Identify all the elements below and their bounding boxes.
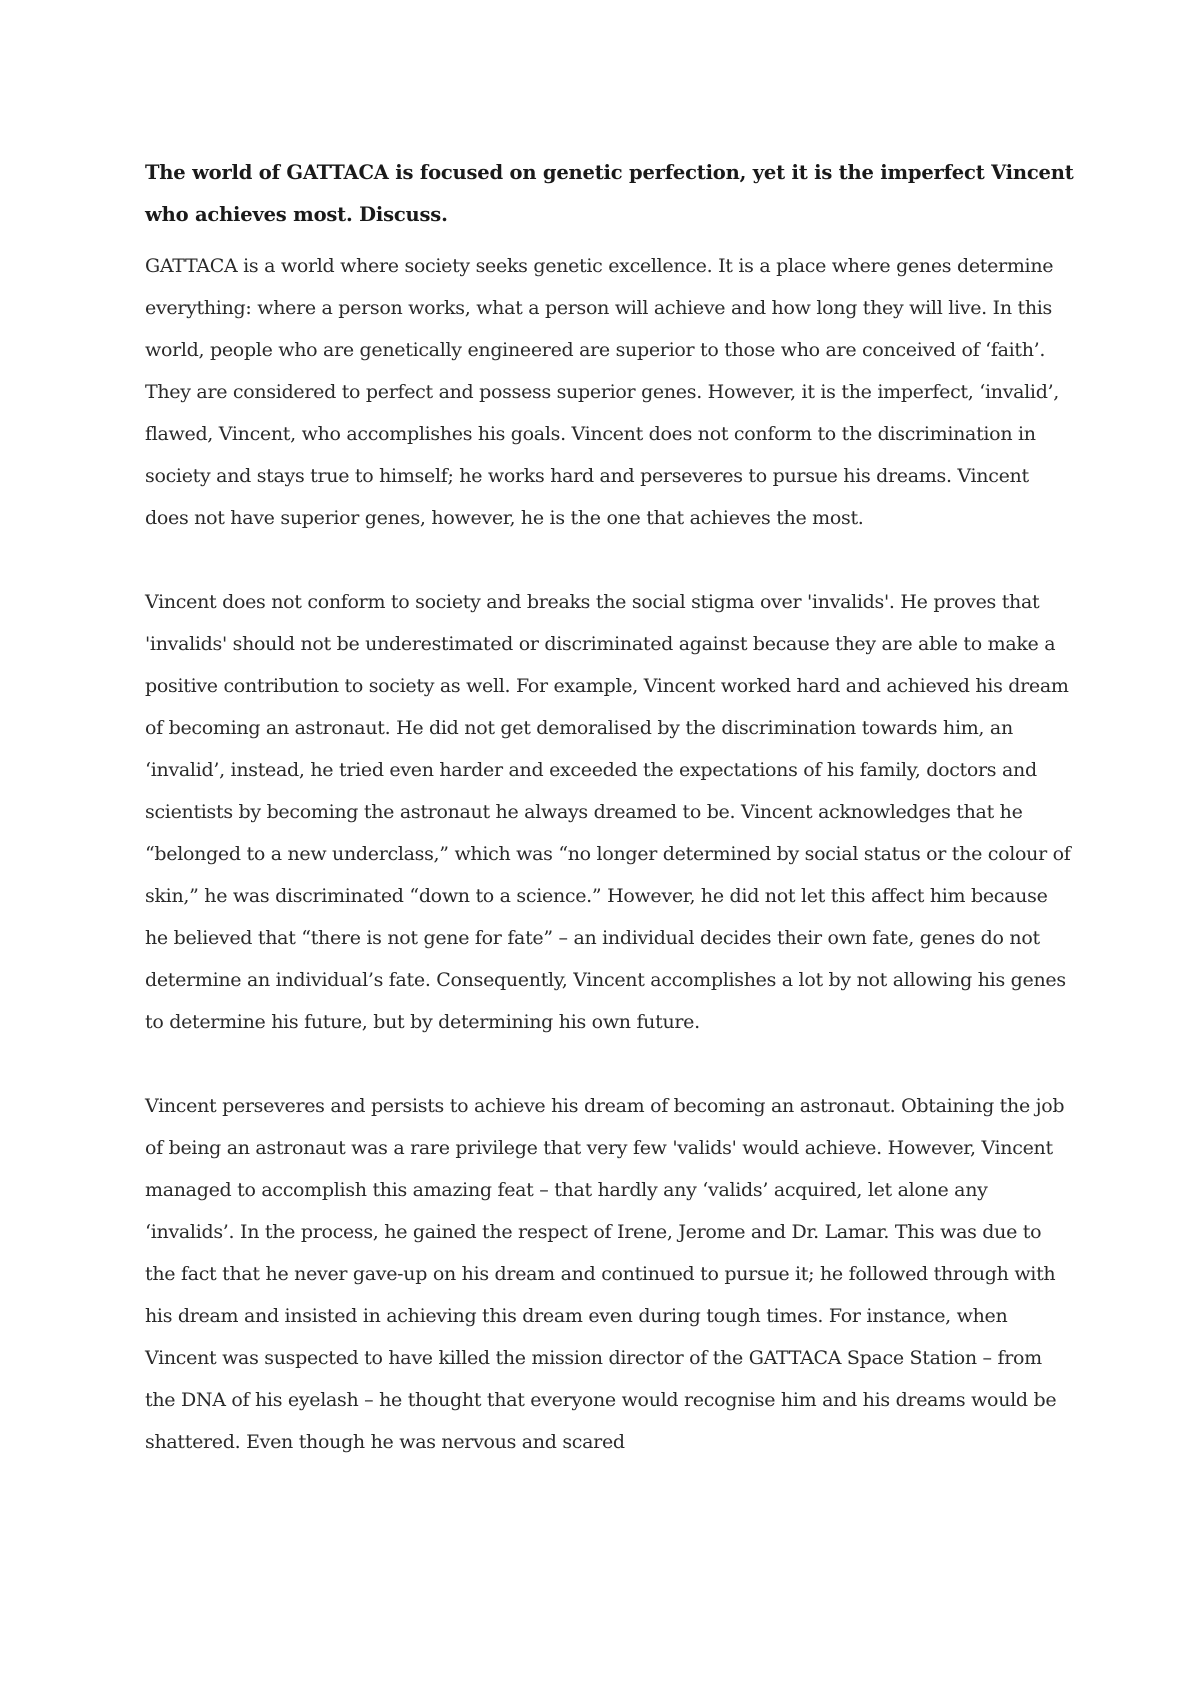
essay-title: The world of GATTACA is focused on genetic perfection, yet it is the imperfect Vincent who achieves most. Discuss. <box>145 161 1074 226</box>
paragraph-body-1: Vincent does not conform to society and breaks the social stigma over 'invalids'. He proves that 'invalids' should not be underestimated or discriminated against because they are able to make a positive contribution to society as well. For example, Vincent worked hard and achieved his dream of becoming an astronaut. He did not get demoralised by the discrimination towards him, an ‘invalid’, instead, he tried even harder and exceeded the expectations of his family, doctors and scientists by becoming the astronaut he always dreamed to be. Vincent acknowledges that he “belonged to a new underclass,” which was “no longer determined by social status or the colour of skin,” he was discriminated “down to a science.” However, he did not let this affect him because he believed that “there is not gene for fate” – an individual decides their own fate, genes do not determine an individual’s fate. Consequently, Vincent accomplishes a lot by not allowing his genes to determine his future, but by determining his own future. <box>145 591 1071 1033</box>
paragraph-intro: GATTACA is a world where society seeks genetic excellence. It is a place where genes determine everything: where a person works, what a person will achieve and how long they will live. In this world, people who are genetically engineered are superior to those who are conceived of ‘faith’. They are considered to perfect and possess superior genes. However, it is the imperfect, ‘invalid’, flawed, Vincent, who accomplishes his goals. Vincent does not conform to the discrimination in society and stays true to himself; he works hard and perseveres to pursue his dreams. Vincent does not have superior genes, however, he is the one that achieves the most. <box>145 255 1060 529</box>
document-page <box>145 152 1075 1463</box>
paragraph-body-2: Vincent perseveres and persists to achieve his dream of becoming an astronaut. Obtaining the job of being an astronaut was a rare privilege that very few 'valids' would achieve. However, Vincent managed to accomplish this amazing feat – that hardly any ‘valids’ acquired, let alone any ‘invalids’. In the process, he gained the respect of Irene, Jerome and Dr. Lamar. This was due to the fact that he never gave-up on his dream and continued to pursue it; he followed through with his dream and insisted in achieving this dream even during tough times. For instance, when Vincent was suspected to have killed the mission director of the GATTACA Space Station – from the DNA of his eyelash – he thought that everyone would recognise him and his dreams would be shattered. Even though he was nervous and scared <box>145 1095 1065 1453</box>
